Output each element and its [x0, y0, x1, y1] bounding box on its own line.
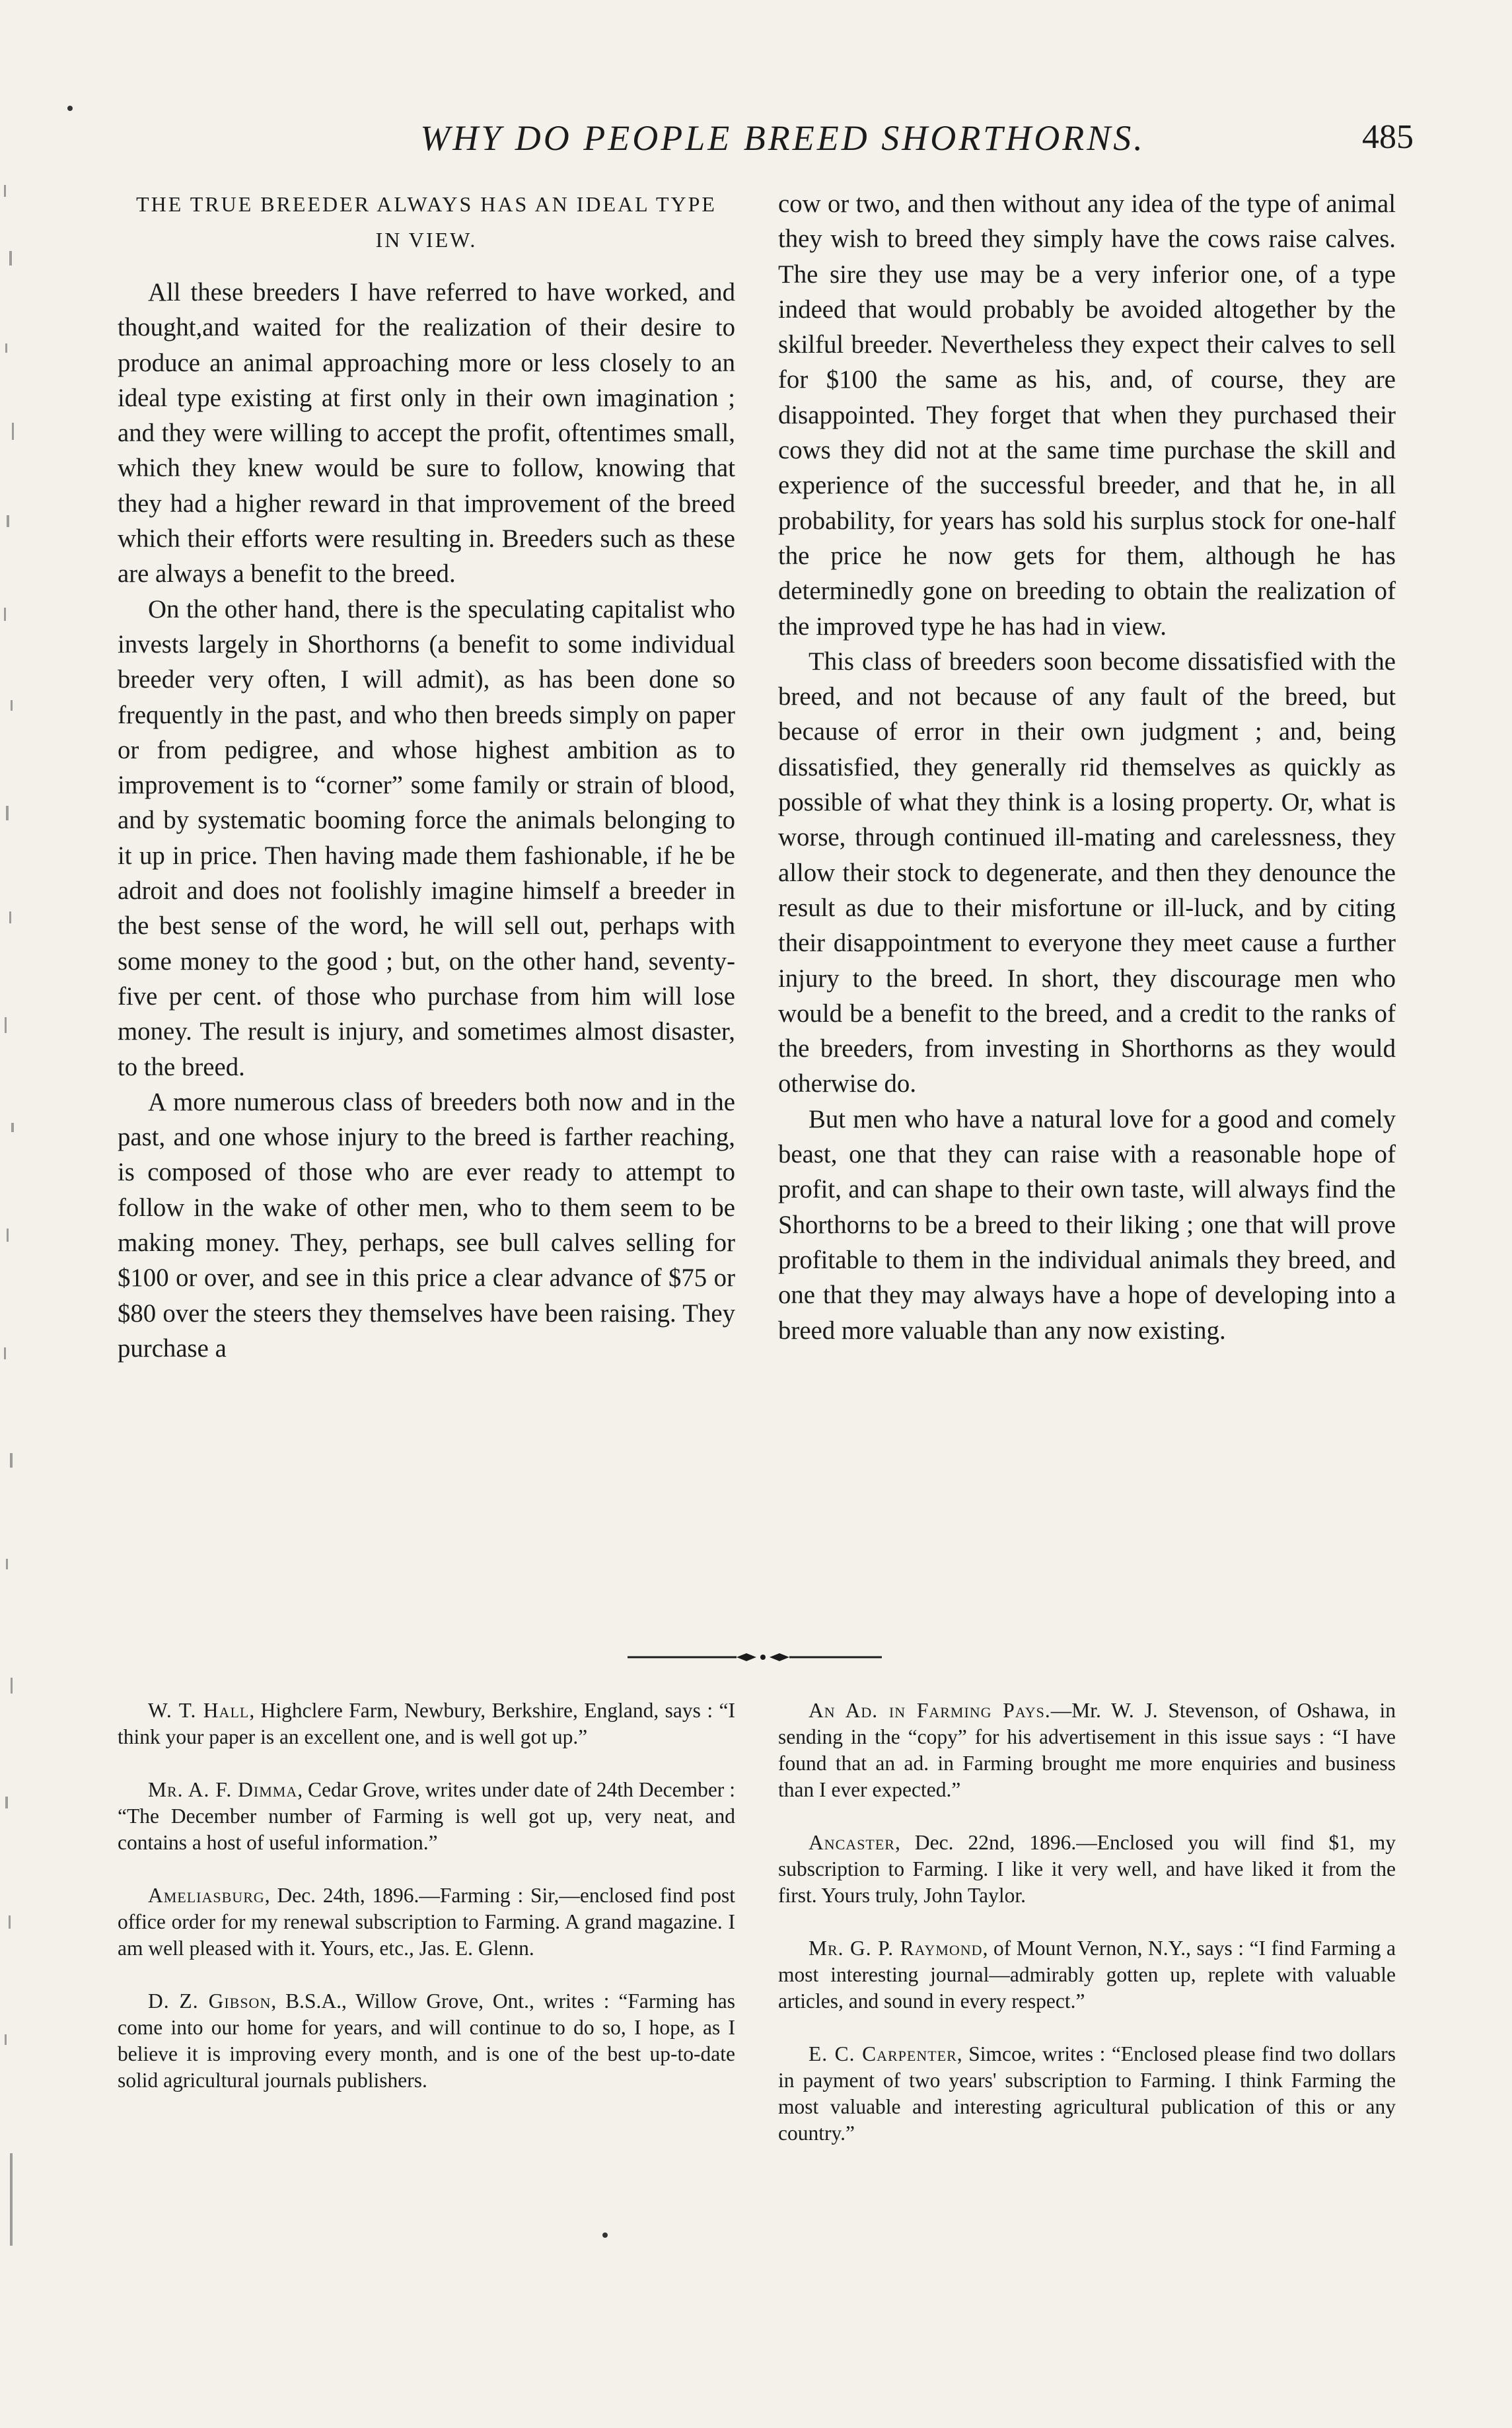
- paragraph: All these breeders I have referred to have worked, and thought,and waited for the realization of their desire to produce an animal approaching more or less closely to an ideal type existing at first only in their own imagination ; and they were willing to accept the profit, oftentimes small, which they knew would be sure to follow, knowing that they had a higher reward in that improvement of the breed which their efforts were resulting in. Breeders such as these are always a benefit to the breed.: [118, 278, 735, 589]
- testimonial-text: , of Mount Vernon, N.Y., says : “I find Farming a most interesting journal—admirably gotten up, replete with valuable articles, and sound in every respect.”: [778, 1937, 1396, 2013]
- testimonial: [778, 2041, 1396, 2147]
- paragraph: cow or two, and then without any idea of the type of animal they wish to breed they simply have the cows raise calves. The sire they use may be a very inferior one, of a type indeed that would probably be avoided altogether by the skilful breeder. Nevertheless they expect their calves to sell for $100 the same as his, and, of course, they are disappointed. They forget that when they purchased their cows they did not at the same time purchase the skill and experience of the successful breeder, and that he, in all probability, for years has sold his surplus stock for one-half the price he now gets for them, although he has determinedly gone on breeding to obtain the realization of the improved type he has had in view.: [778, 190, 1396, 641]
- testimonial-name: Mr. G. P. Raymond: [809, 1937, 983, 1960]
- testimonial-text: , Dec. 22nd, 1896.—Enclosed you will find $1, my subscription to Farming. I like it very well, and have liked it from the first. Yours truly, John Taylor.: [778, 1831, 1396, 1907]
- testimonial-text: —Mr. W. J. Stevenson, of Oshawa, in sending in the “copy” for his advertisement in this issue says : “I have found that an ad. in Farming brought me more enquiries and business than I ever expected.”: [778, 1699, 1396, 1801]
- section-heading: THE TRUE BREEDER ALWAYS HAS AN IDEAL TYPE IN VIEW.: [136, 192, 717, 252]
- running-title: WHY DO PEOPLE BREED SHORTHORNS.: [420, 118, 1145, 158]
- margin-mark: [67, 106, 73, 111]
- paragraph: A more numerous class of breeders both now and in the past, and one whose injury to the breed is farther reaching, is composed of those who are ever ready to attempt to follow in the wake of other men, who to them seem to be making money. They, perhaps, see bull calves selling for $100 or over, and see in this price a clear advance of $75 or $80 over the steers they themselves have been raising. They purchase a: [118, 1087, 735, 1363]
- testimonial: [118, 1882, 735, 1962]
- testimonials-right: [778, 1697, 1396, 2173]
- testimonial: [778, 1935, 1396, 2015]
- ornamental-divider: [621, 1650, 892, 1664]
- testimonials-left: [118, 1697, 735, 2120]
- testimonial-text: , Dec. 24th, 1896.—Farming : Sir,—enclosed find post office order for my renewal subscription to Farming. A grand magazine. I am well pleased with it. Yours, etc., Jas. E. Glenn.: [118, 1884, 735, 1960]
- testimonial: [778, 1830, 1396, 1909]
- testimonial-name: Mr. A. F. Dimma: [148, 1778, 298, 1801]
- testimonial: [778, 1697, 1396, 1803]
- testimonial: [118, 1777, 735, 1856]
- testimonial-name: D. Z. Gibson: [148, 1989, 271, 2013]
- margin-mark: [602, 2232, 608, 2238]
- testimonial-name: W. T. Hall: [148, 1699, 250, 1722]
- testimonial: [118, 1697, 735, 1750]
- testimonial-name: Ameliasburg: [148, 1884, 265, 1907]
- paragraph: But men who have a natural love for a good and comely beast, one that they can raise with a reasonable hope of profit, and can shape to their own taste, will always find the Shorthorns to be a breed to their liking ; one that will prove profitable to them in the individual animals they breed, and one that they may always have a hope of developing into a breed more valuable than any now existing.: [778, 1104, 1396, 1345]
- left-column: [118, 186, 735, 1366]
- testimonial-text: , Simcoe, writes : “Enclosed please find two dollars in payment of two years' subscription to Farming. I think Farming the most valuable and interesting agricultural publication of this or any country.”: [778, 2042, 1396, 2145]
- testimonial-text: , Highclere Farm, Newbury, Berkshire, England, says : “I think your paper is an excellent one, and is well got up.”: [118, 1699, 735, 1748]
- paragraph: On the other hand, there is the speculating capitalist who invests largely in Shorthorns (a benefit to some individual breeder very often, I will admit), as has been done so frequently in the past, and who then breeds simply on paper or from pedigree, and whose highest ambition as to improvement is to “corner” some family or strain of blood, and by systematic booming force the animals belonging to it up in price. Then having made them fashionable, if he be adroit and does not foolishly imagine himself a breeder in the best sense of the word, he will sell out, perhaps with some money to the good ; but, on the other hand, seventy-five per cent. of those who purchase from him will lose money. The result is injury, and sometimes almost disaster, to the breed.: [118, 594, 735, 1081]
- testimonial-name: E. C. Carpenter: [809, 2042, 957, 2065]
- page-number: 485: [1362, 118, 1414, 156]
- testimonial-text: , Cedar Grove, writes under date of 24th December : “The December number of Farming is well got up, very neat, and contains a host of useful information.”: [118, 1778, 735, 1854]
- testimonial-text: , B.S.A., Willow Grove, Ont., writes : “Farming has come into our home for years, and will continue to do so, I hope, as I believe it is improving every month, and is one of the best up-to-date solid agricultural journals publishers.: [118, 1989, 735, 2092]
- testimonial-name: An Ad. in Farming Pays.: [809, 1699, 1051, 1722]
- testimonial: [118, 1988, 735, 2094]
- paragraph: This class of breeders soon become dissatisfied with the breed, and not because of any fault of the breed, but because of error in their own judgment ; and, being dissatisfied, they generally rid themselves as quickly as possible of what they think is a losing property. Or, what is worse, through continued ill-mating and carelessness, they allow their stock to degenerate, and then they denounce the result as due to their misfortune or ill-luck, and by citing their disappointment to everyone they meet cause a further injury to the breed. In short, they discourage men who would be a benefit to the breed, and a credit to the ranks of the breeders, from investing in Shorthorns as they would otherwise do.: [778, 647, 1396, 1098]
- right-column: [778, 186, 1396, 1348]
- binding-edge: [0, 172, 40, 2351]
- testimonial-name: Ancaster: [809, 1831, 895, 1854]
